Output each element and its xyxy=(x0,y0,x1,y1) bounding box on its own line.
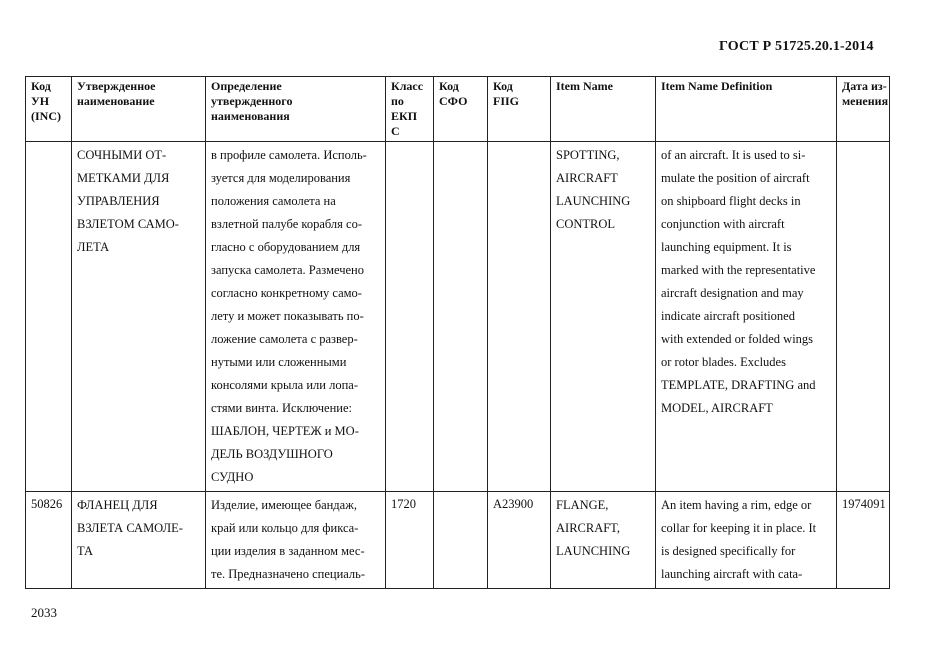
text-line: УН xyxy=(31,94,50,108)
text-line: гласно с оборудованием для xyxy=(211,240,361,254)
text-line: ТА xyxy=(77,544,94,558)
text-line: (INC) xyxy=(31,109,61,123)
cell-item-name xyxy=(551,492,656,589)
table-row xyxy=(26,142,890,492)
text-line: launching equipment. It is xyxy=(661,240,792,254)
text-line: mulate the position of aircraft xyxy=(661,171,810,185)
cell-class xyxy=(386,492,434,589)
text-line: Код xyxy=(493,79,513,93)
text-line: ДЕЛЬ ВОЗДУШНОГО xyxy=(211,447,333,461)
text-line: AIRCRAFT xyxy=(556,171,618,185)
text-line: collar for keeping it in place. It xyxy=(661,521,817,535)
text-line: по xyxy=(391,94,404,108)
text-line: conjunction with aircraft xyxy=(661,217,785,231)
text-line: or rotor blades. Excludes xyxy=(661,355,786,369)
col-header-item-definition xyxy=(656,77,837,142)
text-line: SPOTTING, xyxy=(556,148,620,162)
col-header-sfo xyxy=(434,77,488,142)
header-row xyxy=(26,77,890,142)
text-line: стями винта. Исключение: xyxy=(211,401,352,415)
text-line: УПРАВЛЕНИЯ xyxy=(77,194,160,208)
text-line: Item Name xyxy=(556,79,613,93)
text-line: Item Name Definition xyxy=(661,79,773,93)
text-line: ШАБЛОН, ЧЕРТЕЖ и МО- xyxy=(211,424,359,438)
cell-item-definition xyxy=(656,492,837,589)
text-line: консолями крыла или лопа- xyxy=(211,378,358,392)
document-code: ГОСТ Р 51725.20.1-2014 xyxy=(719,39,874,54)
text-line: ЛЕТА xyxy=(77,240,110,254)
text-line: наименования xyxy=(211,109,290,123)
fiig-value: A23900 xyxy=(493,497,534,511)
text-line: launching aircraft with cata- xyxy=(661,567,803,581)
text-line: запуска самолета. Размечено xyxy=(211,263,364,277)
text-line: взлетной палубе корабля со- xyxy=(211,217,362,231)
text-line: on shipboard flight decks in xyxy=(661,194,801,208)
text-line: Код xyxy=(439,79,459,93)
text-line: зуется для моделирования xyxy=(211,171,351,185)
text-line: Определение xyxy=(211,79,282,93)
text-line: утвержденного xyxy=(211,94,293,108)
cell-change-date xyxy=(837,492,890,589)
text-line: СУДНО xyxy=(211,470,254,484)
table-row xyxy=(26,492,890,589)
col-header-fiig xyxy=(488,77,551,142)
text-line: С xyxy=(391,124,400,138)
text-line: нутыми или сложенными xyxy=(211,355,347,369)
col-header-approved-name xyxy=(72,77,206,142)
text-line: те. Предназначено специаль- xyxy=(211,567,366,581)
text-line: Утвержденное xyxy=(77,79,156,93)
cell-fiig xyxy=(488,142,551,492)
text-line: положения самолета на xyxy=(211,194,336,208)
cell-sfo xyxy=(434,492,488,589)
cell-approved-name xyxy=(72,492,206,589)
text-line: LAUNCHING xyxy=(556,544,631,558)
text-line: согласно конкретному само- xyxy=(211,286,362,300)
cell-inc xyxy=(26,142,72,492)
cell-approved-name xyxy=(72,142,206,492)
col-header-definition xyxy=(206,77,386,142)
text-line: ложение самолета с развер- xyxy=(211,332,358,346)
class-value: 1720 xyxy=(391,497,416,511)
text-line: край или кольцо для фикса- xyxy=(211,521,359,535)
text-line: indicate aircraft positioned xyxy=(661,309,795,323)
text-line: в профиле самолета. Исполь- xyxy=(211,148,367,162)
page-number: 2033 xyxy=(31,605,57,620)
cell-definition xyxy=(206,142,386,492)
cell-inc xyxy=(26,492,72,589)
text-line: Класс xyxy=(391,79,424,93)
text-line: FIIG xyxy=(493,94,520,108)
text-line: FLANGE, xyxy=(556,498,609,512)
cell-class xyxy=(386,142,434,492)
text-line: marked with the representative xyxy=(661,263,816,277)
date-value: 1974091 xyxy=(842,497,886,511)
catalog-table xyxy=(25,76,890,589)
text-line: ВЗЛЕТОМ САМО- xyxy=(77,217,179,231)
text-line: aircraft designation and may xyxy=(661,286,804,300)
cell-change-date xyxy=(837,142,890,492)
cell-fiig xyxy=(488,492,551,589)
col-header-class xyxy=(386,77,434,142)
text-line: лету и может показывать по- xyxy=(211,309,364,323)
text-line: наименование xyxy=(77,94,155,108)
text-line: Код xyxy=(31,79,51,93)
col-header-inc xyxy=(26,77,72,142)
text-line: ВЗЛЕТА САМОЛЕ- xyxy=(77,521,183,535)
cell-item-definition xyxy=(656,142,837,492)
text-line: ции изделия в заданном мес- xyxy=(211,544,365,558)
text-line: with extended or folded wings xyxy=(661,332,814,346)
text-line: менения xyxy=(842,94,889,108)
text-line: is designed specifically for xyxy=(661,544,796,558)
text-line: Дата из- xyxy=(842,79,887,93)
text-line: СОЧНЫМИ ОТ- xyxy=(77,148,167,162)
text-line: LAUNCHING xyxy=(556,194,631,208)
text-line: CONTROL xyxy=(556,217,616,231)
cell-sfo xyxy=(434,142,488,492)
col-header-change-date xyxy=(837,77,890,142)
text-line: ФЛАНЕЦ ДЛЯ xyxy=(77,498,158,512)
inc-value: 50826 xyxy=(31,497,63,511)
text-line: TEMPLATE, DRAFTING and xyxy=(661,378,816,392)
text-line: Изделие, имеющее бандаж, xyxy=(211,498,357,512)
text-line: of an aircraft. It is used to si- xyxy=(661,148,806,162)
cell-item-name xyxy=(551,142,656,492)
text-line: МЕТКАМИ ДЛЯ xyxy=(77,171,170,185)
cell-definition xyxy=(206,492,386,589)
text-line: An item having a rim, edge or xyxy=(661,498,812,512)
text-line: СФО xyxy=(439,94,468,108)
col-header-item-name xyxy=(551,77,656,142)
text-line: ЕКП xyxy=(391,109,418,123)
text-line: MODEL, AIRCRAFT xyxy=(661,401,773,415)
text-line: AIRCRAFT, xyxy=(556,521,621,535)
